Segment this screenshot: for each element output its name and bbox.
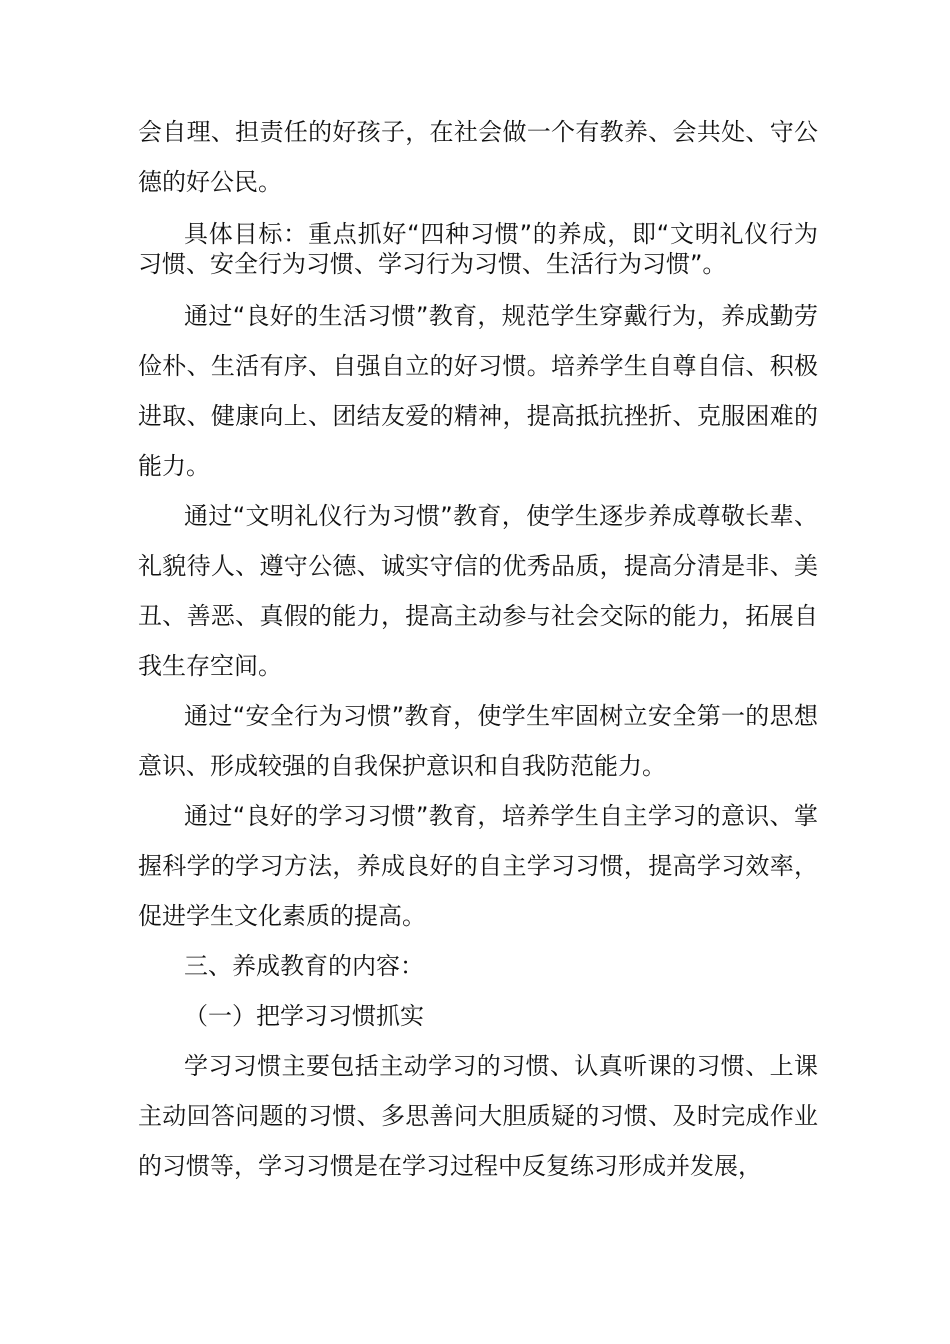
paragraph-study-habits: 通过“良好的学习习惯”教育，培养学生自主学习的意识、掌握科学的学习方法，养成良好的自主学习习惯，提高学习效率，促进学生文化素质的提高。 (138, 802, 818, 930)
paragraph-safety-habits: 通过“安全行为习惯”教育，使学生牢固树立安全第一的思想意识、形成较强的自我保护意识和自我防范能力。 (138, 702, 818, 780)
paragraph-specific-goals: 具体目标：重点抓好“四种习惯”的养成，即“文明礼仪行为习惯、安全行为习惯、学习行为习惯、生活行为习惯”。 (138, 220, 818, 278)
section-heading: 三、养成教育的内容： (184, 952, 424, 980)
paragraph-etiquette-habits: 通过“文明礼仪行为习惯”教育，使学生逐步养成尊敬长辈、礼貌待人、遵守公德、诚实守信的优秀品质，提高分清是非、美丑、善恶、真假的能力，提高主动参与社会交际的能力，拓展自我生存空间。 (138, 502, 818, 680)
paragraph-continuation: 会自理、担责任的好孩子，在社会做一个有教养、会共处、守公德的好公民。 (138, 118, 818, 196)
document-body (138, 107, 818, 1191)
paragraph-living-habits: 通过“良好的生活习惯”教育，规范学生穿戴行为，养成勤劳俭朴、生活有序、自强自立的好习惯。培养学生自尊自信、积极进取、健康向上、团结友爱的精神，提高抵抗挫折、克服困难的能力。 (138, 302, 818, 480)
paragraph-study-habits-content: 学习习惯主要包括主动学习的习惯、认真听课的习惯、上课主动回答问题的习惯、多思善问大胆质疑的习惯、及时完成作业的习惯等，学习习惯是在学习过程中反复练习形成并发展， (138, 1052, 818, 1180)
subsection-heading: （一）把学习习惯抓实 (184, 1002, 424, 1030)
